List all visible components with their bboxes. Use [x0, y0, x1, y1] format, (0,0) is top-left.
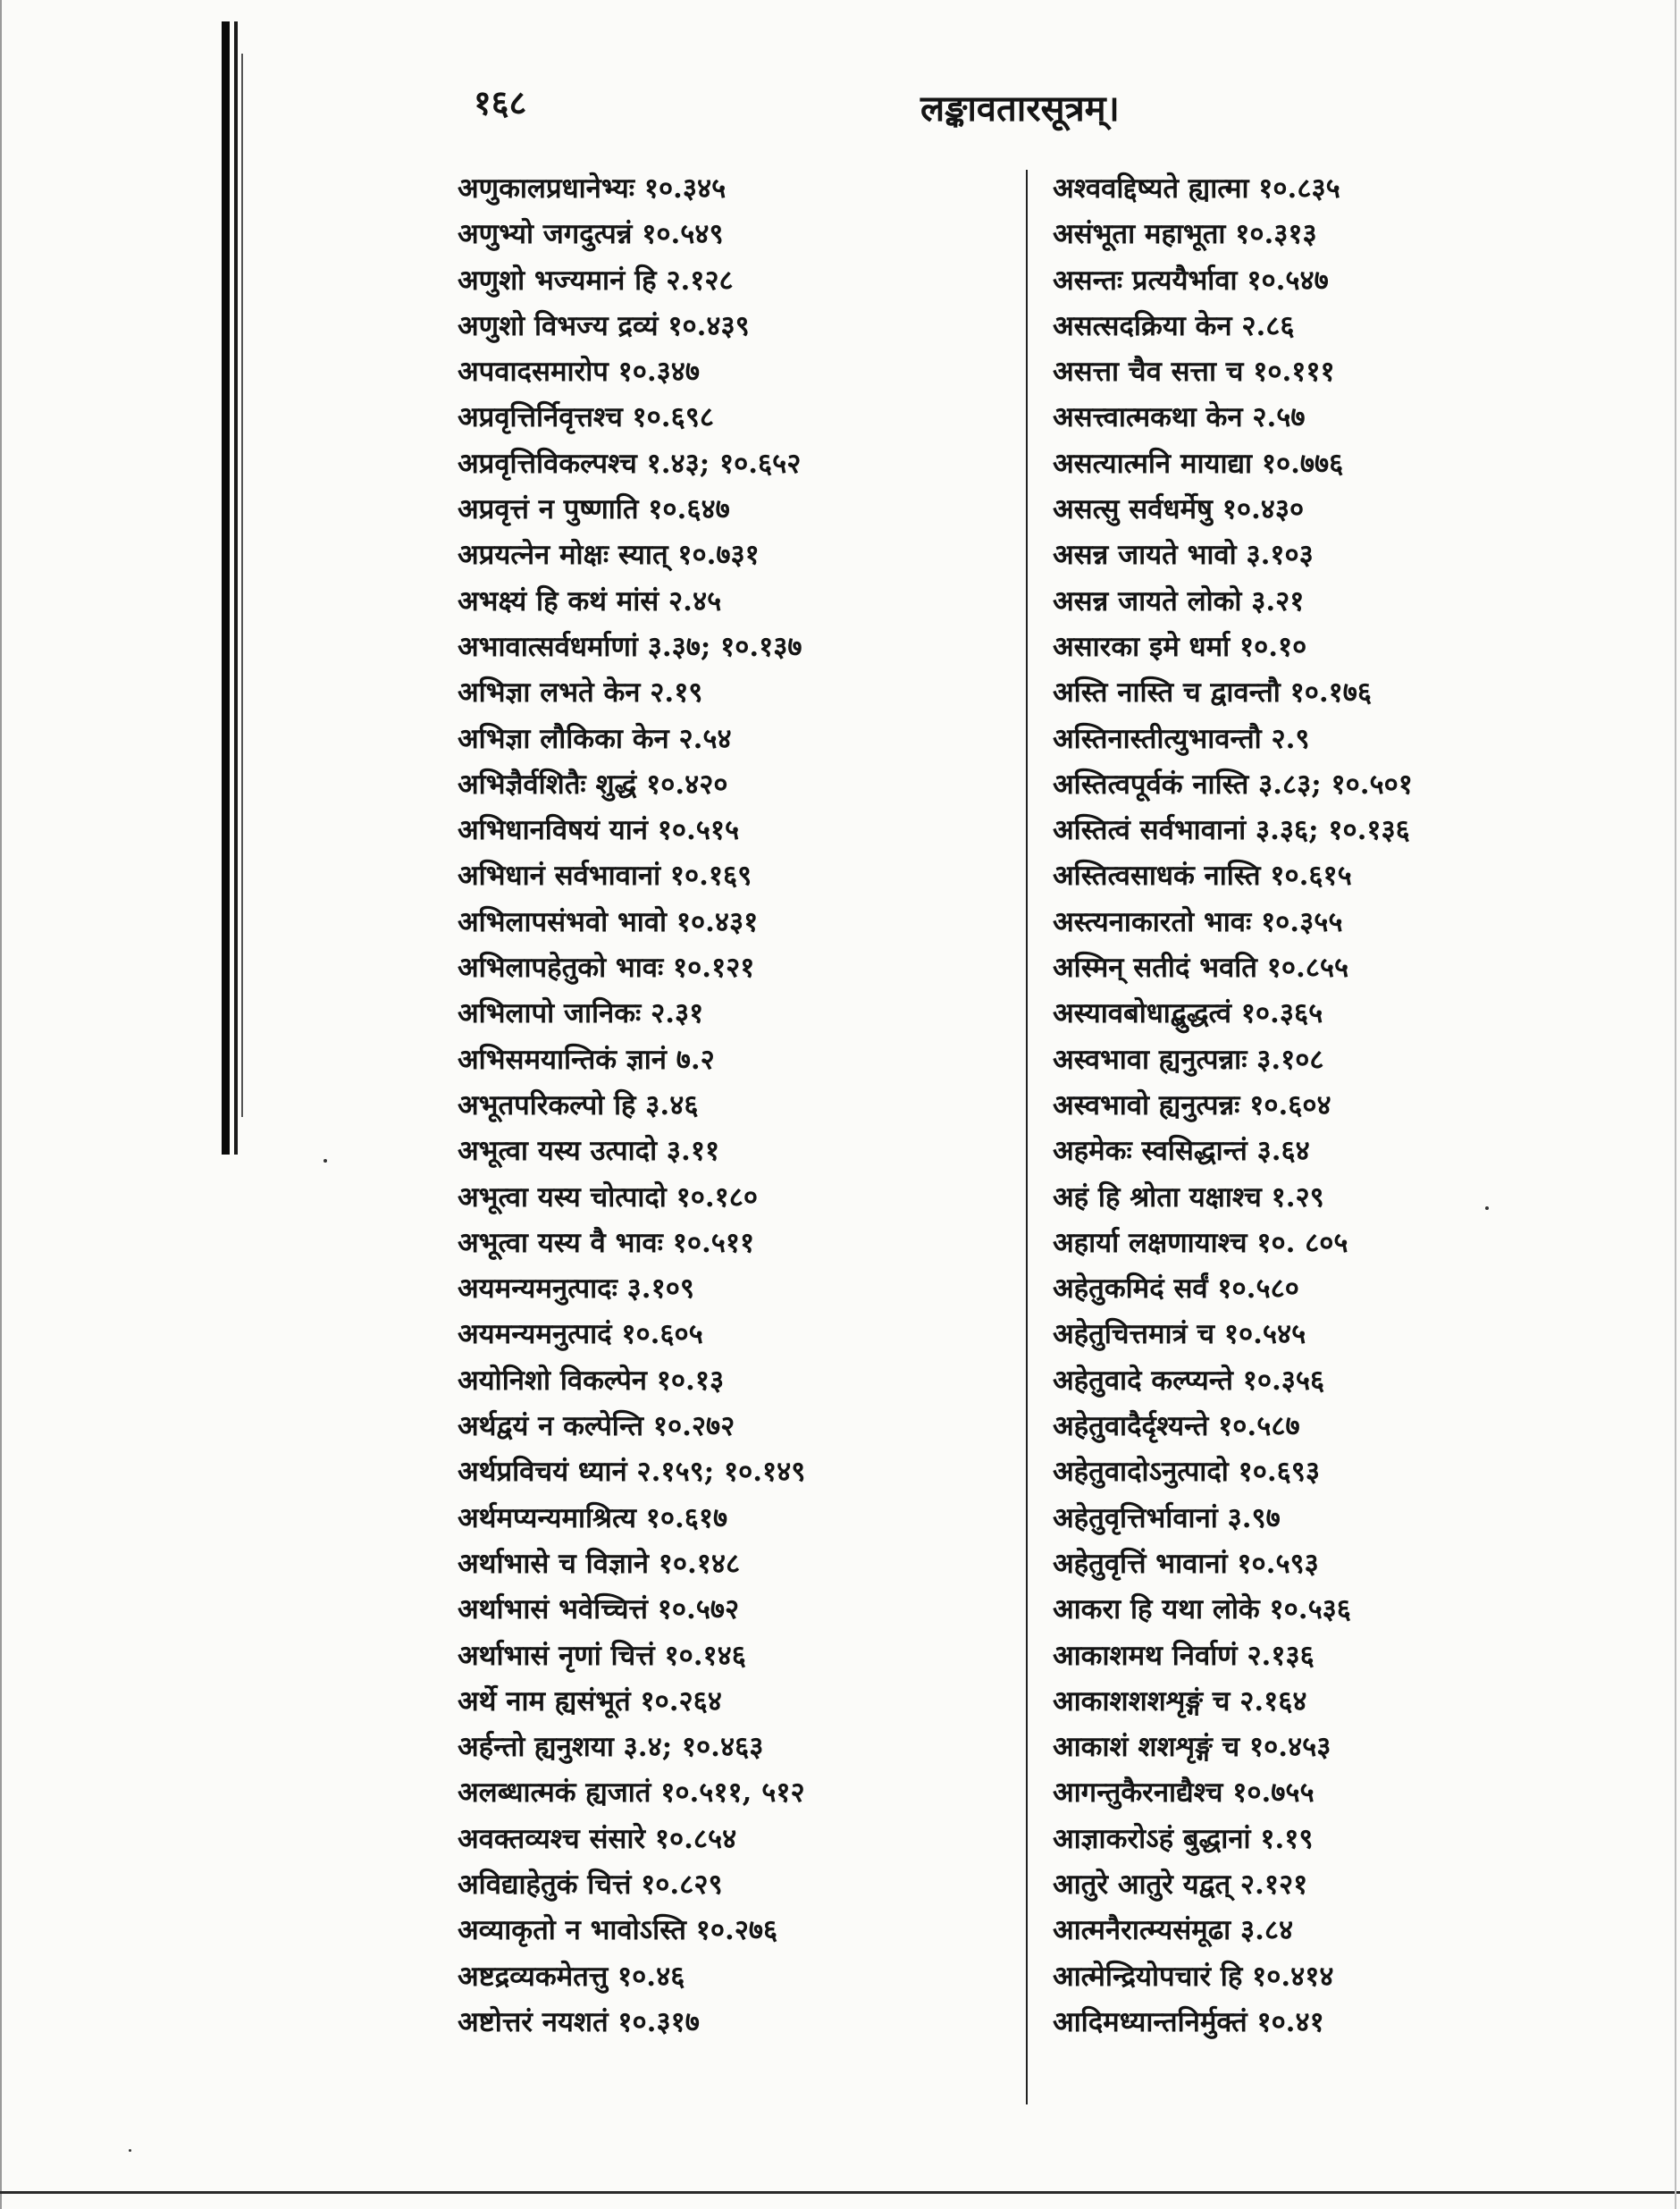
index-entry: अहेतुवृत्तिं भावानां १०.५९३ — [1053, 1547, 1319, 1580]
index-entry: अस्तित्वसाधकं नास्ति १०.६१५ — [1053, 860, 1352, 893]
index-entry: अष्टोत्तरं नयशतं १०.३१७ — [458, 2005, 700, 2038]
index-entry: असन्तः प्रत्ययैर्भावा १०.५४७ — [1053, 264, 1329, 297]
index-entry: अभिलापहेतुको भावः १०.१२१ — [458, 952, 755, 985]
index-entry: अर्हन्तो ह्यनुशया ३.४; १०.४६३ — [458, 1731, 764, 1764]
scan-speck — [1485, 1206, 1489, 1210]
index-entry: आज्ञाकरोऽहं बुद्धानां १.१९ — [1053, 1822, 1314, 1855]
index-entry: अभिलापो जानिकः २.३१ — [458, 997, 704, 1030]
index-entry: आकाशं शशशृङ्गं च १०.४५३ — [1053, 1731, 1331, 1764]
index-entry: अहार्या लक्षणायाश्च १०. ८०५ — [1053, 1226, 1348, 1259]
index-entry: अयोनिशो विकल्पेन १०.१३ — [458, 1364, 725, 1397]
index-entry: अभिधानं सर्वभावानां १०.१६९ — [458, 860, 752, 893]
index-entry: अहेतुचित्तमात्रं च १०.५४५ — [1053, 1318, 1306, 1351]
index-entry: असत्ता चैव सत्ता च १०.१११ — [1053, 356, 1335, 389]
right-index-column — [1053, 166, 1625, 2045]
index-entry: अहेतुवादे कल्प्यन्ते १०.३५६ — [1053, 1364, 1325, 1397]
index-entry: अभूत्वा यस्य चोत्पादो १०.१८० — [458, 1180, 759, 1214]
index-entry: अर्थे नाम ह्यसंभूतं १०.२६४ — [458, 1684, 722, 1718]
index-entry: अस्त्यनाकारतो भावः १०.३५५ — [1053, 905, 1343, 938]
index-entry: अहं हि श्रोता यक्षाश्च १.२९ — [1053, 1180, 1324, 1214]
scan-speck — [129, 2149, 131, 2152]
index-entry: अस्मिन् सतीदं भवति १०.८५५ — [1053, 952, 1349, 985]
index-entry: अणुशो भज्यमानं हि २.१२८ — [458, 264, 734, 297]
index-entry: आगन्तुकैरनाद्यैश्च १०.७५५ — [1053, 1776, 1315, 1810]
index-entry: अव्याकृतो न भावोऽस्ति १०.२७६ — [458, 1914, 778, 1947]
index-entry: अप्रवृत्तिविकल्पश्च १.४३; १०.६५२ — [458, 447, 802, 480]
index-entry: अर्थद्वयं न कल्पेन्ति १०.२७२ — [458, 1410, 735, 1443]
index-entry: अहमेकः स्वसिद्धान्तं ३.६४ — [1053, 1135, 1310, 1168]
binding-shadow — [222, 21, 230, 1155]
index-entry: अहेतुवृत्तिर्भावानां ३.९७ — [1053, 1501, 1281, 1534]
index-entry: अभावात्सर्वधर्माणां ३.३७; १०.१३७ — [458, 630, 802, 663]
index-entry: अस्ति नास्ति च द्वावन्तौ १०.१७६ — [1053, 676, 1373, 710]
index-entry: अभूत्वा यस्य वै भावः १०.५११ — [458, 1226, 755, 1259]
index-entry: आकरा हि यथा लोके १०.५३६ — [1053, 1593, 1351, 1626]
index-entry: अर्थाभासं नृणां चित्तं १०.१४६ — [458, 1639, 746, 1672]
index-entry: अलब्धात्मकं ह्यजातं १०.५११, ५१२ — [458, 1776, 805, 1810]
binding-shadow-tertiary — [241, 54, 243, 1117]
index-entry: अभिज्ञैर्वशितैः शुद्धं १०.४२० — [458, 768, 728, 801]
index-entry: अभक्ष्यं हि कथं मांसं २.४५ — [458, 584, 722, 617]
index-entry: अस्वभावा ह्यनुत्पन्नाः ३.१०८ — [1053, 1043, 1324, 1076]
index-entry: अष्टद्रव्यकमेतत्तु १०.४६ — [458, 1960, 685, 1993]
index-entry: अर्थमप्यन्यमाश्रित्य १०.६१७ — [458, 1501, 728, 1534]
index-entry: अणुशो विभज्य द्रव्यं १०.४३९ — [458, 309, 750, 342]
page-right-edge — [1675, 0, 1676, 2209]
index-entry: अप्रवृत्तिर्निवृत्तश्च १०.६९८ — [458, 401, 714, 434]
index-entry: अस्तित्वपूर्वकं नास्ति ३.८३; १०.५०१ — [1053, 768, 1413, 801]
index-entry: अर्थप्रविचयं ध्यानं २.१५९; १०.१४९ — [458, 1456, 806, 1489]
index-entry: अपवादसमारोप १०.३४७ — [458, 356, 701, 389]
index-entry: अप्रयत्नेन मोक्षः स्यात् १०.७३१ — [458, 539, 760, 572]
column-divider — [1026, 170, 1028, 2104]
index-entry: अस्तिनास्तीत्युभावन्तौ २.९ — [1053, 722, 1310, 755]
index-entry: असत्त्वात्मकथा केन २.५७ — [1053, 401, 1306, 434]
index-entry: अभिज्ञा लभते केन २.१९ — [458, 676, 703, 710]
index-entry: अवक्तव्यश्च संसारे १०.८५४ — [458, 1822, 737, 1855]
index-entry: अयमन्यमनुत्पादं १०.६०५ — [458, 1318, 703, 1351]
index-entry: अभिज्ञा लौकिका केन २.५४ — [458, 722, 732, 755]
index-entry: असत्सदक्रिया केन २.८६ — [1053, 309, 1295, 342]
index-entry: अणुकालप्रधानेभ्यः १०.३४५ — [458, 172, 727, 205]
left-index-column — [458, 166, 1029, 2045]
scan-bottom-edge — [0, 2191, 1680, 2194]
index-entry: अप्रवृत्तं न पुष्णाति १०.६४७ — [458, 493, 730, 526]
index-entry: अभिधानविषयं यानं १०.५१५ — [458, 814, 740, 847]
index-entry: असत्यात्मनि मायाद्या १०.७७६ — [1053, 447, 1344, 480]
index-entry: अर्थाभासं भवेच्चित्तं १०.५७२ — [458, 1593, 740, 1626]
index-entry: आकाशमथ निर्वाणं २.१३६ — [1053, 1639, 1315, 1672]
index-entry: अविद्याहेतुकं चित्तं १०.८२९ — [458, 1868, 723, 1901]
index-entry: अभूतपरिकल्पो हि ३.४६ — [458, 1088, 699, 1121]
index-entry: आदिमध्यान्तनिर्मुक्तं १०.४१ — [1053, 2005, 1324, 2038]
index-entry: अयमन्यमनुत्पादः ३.१०९ — [458, 1272, 694, 1306]
index-entry: अस्यावबोधाद्बुद्धत्वं १०.३६५ — [1053, 997, 1323, 1030]
index-entry: अभिसमयान्तिकं ज्ञानं ७.२ — [458, 1043, 715, 1076]
scan-speck — [323, 1159, 327, 1163]
index-entry: अस्वभावो ह्यनुत्पन्नः १०.६०४ — [1053, 1088, 1331, 1121]
index-entry: असत्सु सर्वधर्मेषु १०.४३० — [1053, 493, 1305, 526]
page-number: १६८ — [474, 82, 527, 122]
index-entry: अणुभ्यो जगदुत्पन्नं १०.५४९ — [458, 218, 724, 251]
index-entry: अहेतुकमिदं सर्वं १०.५८० — [1053, 1272, 1299, 1306]
index-entry: अहेतुवादैर्दृश्यन्ते १०.५८७ — [1053, 1410, 1300, 1443]
index-entry: आत्मनैरात्म्यसंमूढा ३.८४ — [1053, 1914, 1294, 1947]
index-entry: आतुरे आतुरे यद्वत् २.१२१ — [1053, 1868, 1308, 1901]
index-entry: असारका इमे धर्मा १०.१० — [1053, 630, 1307, 663]
index-entry: आकाशशशशृङ्गं च २.१६४ — [1053, 1684, 1307, 1718]
index-entry: असंभूता महाभूता १०.३१३ — [1053, 218, 1317, 251]
index-entry: असन्न जायते लोको ३.२१ — [1053, 584, 1305, 617]
index-entry: अभूत्वा यस्य उत्पादो ३.११ — [458, 1135, 720, 1168]
index-entry: आत्मेन्द्रियोपचारं हि १०.४१४ — [1053, 1960, 1334, 1993]
running-title: लङ्कावतारसूत्रम्। — [920, 88, 1120, 130]
index-entry: असन्न जायते भावो ३.१०३ — [1053, 539, 1314, 572]
binding-shadow-secondary — [234, 21, 238, 1155]
index-entry: अर्थाभासे च विज्ञाने १०.१४८ — [458, 1547, 741, 1580]
page-left-edge — [0, 0, 2, 2209]
index-entry: अहेतुवादोऽनुत्पादो १०.६९३ — [1053, 1456, 1321, 1489]
index-entry: अभिलापसंभवो भावो १०.४३१ — [458, 905, 759, 938]
index-entry: अश्ववद्दिष्यते ह्यात्मा १०.८३५ — [1053, 172, 1340, 205]
index-entry: अस्तित्वं सर्वभावानां ३.३६; १०.१३६ — [1053, 814, 1410, 847]
